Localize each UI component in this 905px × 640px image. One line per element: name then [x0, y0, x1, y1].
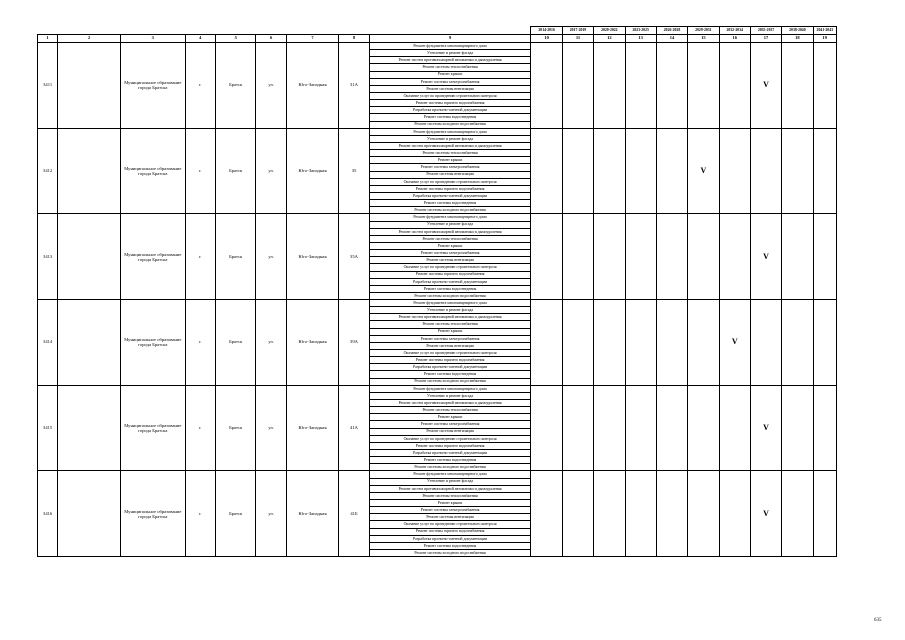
work-type-cell: Ремонт системы холодного водоснабжения [369, 464, 531, 471]
header-blank-cell [215, 27, 255, 35]
period-cell [719, 128, 750, 214]
column-number-cell: 9 [369, 35, 531, 43]
header-blank-cell [339, 27, 369, 35]
work-type-cell: Ремонт крыши [369, 242, 531, 249]
period-cell [656, 128, 687, 214]
period-cell [594, 385, 625, 471]
column-number-cell: 13 [625, 35, 656, 43]
row-settlement-type: г. [185, 471, 215, 557]
row-id: 3412 [38, 128, 58, 214]
work-type-cell: Ремонт системы горячего водоснабжения [369, 442, 531, 449]
row-house: 35А [339, 214, 369, 300]
work-type-cell: Ремонт систем противопожарной автоматики и дымоудаления [369, 142, 531, 149]
work-type-cell: Разработка проектно-сметной документации [369, 535, 531, 542]
work-type-cell: Ремонт систем противопожарной автоматики и дымоудаления [369, 400, 531, 407]
year-header-cell: 2032-2034 [719, 27, 750, 35]
period-cell [531, 214, 562, 300]
row-id: 3411 [38, 43, 58, 129]
work-type-cell: Ремонт системы вентиляции [369, 257, 531, 264]
period-cell [531, 128, 562, 214]
header-blank-cell [58, 27, 121, 35]
page-number: 635 [874, 618, 882, 623]
repair-period-mark: V [719, 300, 750, 386]
period-cell [688, 214, 719, 300]
period-cell [594, 471, 625, 557]
work-type-cell: Ремонт системы водоотведения [369, 457, 531, 464]
period-cell [719, 43, 750, 129]
header-blank-cell [369, 27, 531, 35]
row-house: 31А [339, 43, 369, 129]
year-header-cell: 2029-2031 [688, 27, 719, 35]
period-cell [562, 214, 593, 300]
period-cell [562, 385, 593, 471]
work-type-cell: Ремонт фундамента многоквартирного дома [369, 471, 531, 478]
row-street: Юго-Западная [286, 214, 339, 300]
work-type-cell: Ремонт системы электроснабжения [369, 78, 531, 85]
repair-period-mark: V [750, 471, 781, 557]
work-type-cell: Ремонт систем противопожарной автоматики и дымоудаления [369, 314, 531, 321]
work-type-cell: Ремонт системы вентиляции [369, 342, 531, 349]
work-type-cell: Ремонт систем противопожарной автоматики и дымоудаления [369, 485, 531, 492]
work-type-cell: Ремонт системы теплоснабжения [369, 150, 531, 157]
column-number-cell: 19 [813, 35, 836, 43]
row-blank-cell [58, 43, 121, 129]
row-street: Юго-Западная [286, 471, 339, 557]
header-blank-cell [120, 27, 185, 35]
row-organization: Муниципальное образование города Братска [120, 300, 185, 386]
column-number-cell: 3 [120, 35, 185, 43]
period-cell [813, 128, 836, 214]
year-header-cell: 2026-2028 [656, 27, 687, 35]
period-cell [782, 471, 813, 557]
period-cell [688, 43, 719, 129]
period-cell [782, 43, 813, 129]
row-street: Юго-Западная [286, 385, 339, 471]
period-cell [531, 300, 562, 386]
row-blank-cell [58, 471, 121, 557]
work-type-cell: Ремонт крыши [369, 71, 531, 78]
row-street-type: ул. [256, 471, 286, 557]
year-header-cell: 2038-2040 [782, 27, 813, 35]
row-street-type: ул. [256, 214, 286, 300]
row-street-type: ул. [256, 385, 286, 471]
row-id: 3415 [38, 385, 58, 471]
work-type-cell: Разработка проектно-сметной документации [369, 450, 531, 457]
column-number-cell: 2 [58, 35, 121, 43]
period-cell [562, 300, 593, 386]
period-cell [594, 128, 625, 214]
work-type-cell: Ремонт фундамента многоквартирного дома [369, 385, 531, 392]
column-number-cell: 14 [656, 35, 687, 43]
work-type-cell: Ремонт систем противопожарной автоматики и дымоудаления [369, 228, 531, 235]
period-cell [531, 43, 562, 129]
row-house: 35 [339, 128, 369, 214]
row-house: 41Б [339, 471, 369, 557]
row-street: Юго-Западная [286, 43, 339, 129]
work-type-cell: Ремонт системы электроснабжения [369, 507, 531, 514]
period-cell [719, 471, 750, 557]
repair-period-mark: V [688, 128, 719, 214]
period-cell [562, 43, 593, 129]
work-type-cell: Ремонт крыши [369, 328, 531, 335]
year-header-cell: 2020-2022 [594, 27, 625, 35]
repair-period-mark: V [750, 385, 781, 471]
row-organization: Муниципальное образование города Братска [120, 214, 185, 300]
row-blank-cell [58, 214, 121, 300]
period-cell [750, 128, 781, 214]
row-id: 3414 [38, 300, 58, 386]
work-type-cell: Ремонт систем противопожарной автоматики и дымоудаления [369, 57, 531, 64]
row-settlement-type: г. [185, 214, 215, 300]
work-type-cell: Ремонт системы электроснабжения [369, 250, 531, 257]
row-blank-cell [58, 128, 121, 214]
period-cell [688, 300, 719, 386]
period-cell [656, 471, 687, 557]
row-street-type: ул. [256, 43, 286, 129]
work-type-cell: Оказание услуг по проведению строительного контроля [369, 264, 531, 271]
work-type-cell: Ремонт системы теплоснабжения [369, 407, 531, 414]
work-type-cell: Оказание услуг по проведению строительного контроля [369, 178, 531, 185]
column-number-cell: 5 [215, 35, 255, 43]
period-cell [562, 471, 593, 557]
work-type-cell: Ремонт системы водоотведения [369, 542, 531, 549]
row-street: Юго-Западная [286, 128, 339, 214]
work-type-cell: Утепление и ремонт фасада [369, 221, 531, 228]
work-type-cell: Ремонт системы вентиляции [369, 85, 531, 92]
row-city: Братск [215, 385, 255, 471]
column-number-cell: 12 [594, 35, 625, 43]
row-street-type: ул. [256, 128, 286, 214]
work-type-cell: Оказание услуг по проведению строительного контроля [369, 435, 531, 442]
period-cell [656, 43, 687, 129]
work-type-cell: Ремонт системы теплоснабжения [369, 321, 531, 328]
period-cell [531, 385, 562, 471]
work-type-cell: Ремонт системы холодного водоснабжения [369, 207, 531, 214]
column-number-row [38, 35, 837, 43]
work-type-cell: Оказание услуг по проведению строительного контроля [369, 350, 531, 357]
period-cell [531, 471, 562, 557]
work-type-cell: Ремонт системы теплоснабжения [369, 235, 531, 242]
work-type-cell: Ремонт системы холодного водоснабжения [369, 549, 531, 556]
period-cell [782, 385, 813, 471]
table-row [38, 300, 837, 307]
period-cell [813, 300, 836, 386]
year-header-cell: 2023-2025 [625, 27, 656, 35]
period-cell [719, 214, 750, 300]
work-type-cell: Ремонт системы водоотведения [369, 200, 531, 207]
work-type-cell: Ремонт системы вентиляции [369, 428, 531, 435]
row-city: Братск [215, 214, 255, 300]
year-header-cell: 2041-2043 [813, 27, 836, 35]
period-cell [594, 43, 625, 129]
period-cell [782, 300, 813, 386]
header-blank-cell [286, 27, 339, 35]
column-number-cell: 4 [185, 35, 215, 43]
work-type-cell: Оказание услуг по проведению строительного контроля [369, 92, 531, 99]
work-type-cell: Разработка проектно-сметной документации [369, 107, 531, 114]
work-type-cell: Ремонт системы холодного водоснабжения [369, 121, 531, 128]
period-cell [813, 214, 836, 300]
work-type-cell: Ремонт системы горячего водоснабжения [369, 528, 531, 535]
work-type-cell: Ремонт системы теплоснабжения [369, 492, 531, 499]
column-number-cell: 7 [286, 35, 339, 43]
column-number-cell: 16 [719, 35, 750, 43]
period-cell [782, 128, 813, 214]
row-street-type: ул. [256, 300, 286, 386]
period-cell [656, 385, 687, 471]
work-type-cell: Ремонт фундамента многоквартирного дома [369, 300, 531, 307]
period-cell [656, 214, 687, 300]
column-number-cell: 1 [38, 35, 58, 43]
period-cell [625, 214, 656, 300]
row-settlement-type: г. [185, 128, 215, 214]
work-type-cell: Ремонт системы водоотведения [369, 371, 531, 378]
work-type-cell: Ремонт системы вентиляции [369, 171, 531, 178]
work-type-cell: Ремонт системы горячего водоснабжения [369, 357, 531, 364]
column-number-cell: 15 [688, 35, 719, 43]
work-type-cell: Ремонт системы электроснабжения [369, 164, 531, 171]
work-type-cell: Ремонт системы холодного водоснабжения [369, 292, 531, 299]
work-type-cell: Ремонт крыши [369, 157, 531, 164]
row-blank-cell [58, 385, 121, 471]
year-header-row [38, 27, 837, 35]
row-city: Братск [215, 300, 255, 386]
period-cell [719, 385, 750, 471]
table-row [38, 128, 837, 135]
work-type-cell: Ремонт крыши [369, 500, 531, 507]
work-type-cell: Оказание услуг по проведению строительного контроля [369, 521, 531, 528]
period-cell [813, 43, 836, 129]
row-organization: Муниципальное образование города Братска [120, 385, 185, 471]
period-cell [813, 385, 836, 471]
work-type-cell: Утепление и ремонт фасада [369, 392, 531, 399]
work-type-cell: Разработка проектно-сметной документации [369, 278, 531, 285]
row-settlement-type: г. [185, 385, 215, 471]
work-type-cell: Утепление и ремонт фасада [369, 307, 531, 314]
row-organization: Муниципальное образование города Братска [120, 43, 185, 129]
period-cell [813, 471, 836, 557]
period-cell [625, 300, 656, 386]
period-cell [656, 300, 687, 386]
row-organization: Муниципальное образование города Братска [120, 128, 185, 214]
row-house: 39А [339, 300, 369, 386]
period-cell [562, 128, 593, 214]
column-number-cell: 8 [339, 35, 369, 43]
header-blank-cell [256, 27, 286, 35]
work-type-cell: Ремонт системы электроснабжения [369, 421, 531, 428]
column-number-cell: 10 [531, 35, 562, 43]
column-number-cell: 6 [256, 35, 286, 43]
work-type-cell: Ремонт системы холодного водоснабжения [369, 378, 531, 385]
period-cell [750, 300, 781, 386]
year-header-cell: 2017-2019 [562, 27, 593, 35]
capital-repair-plan-table [37, 26, 837, 557]
work-type-cell: Ремонт системы электроснабжения [369, 335, 531, 342]
table-row [38, 385, 837, 392]
work-type-cell: Разработка проектно-сметной документации [369, 364, 531, 371]
work-type-cell: Утепление и ремонт фасада [369, 50, 531, 57]
year-header-cell: 2035-2037 [750, 27, 781, 35]
row-city: Братск [215, 128, 255, 214]
header-blank-cell [185, 27, 215, 35]
work-type-cell: Утепление и ремонт фасада [369, 135, 531, 142]
period-cell [594, 214, 625, 300]
row-settlement-type: г. [185, 300, 215, 386]
column-number-cell: 18 [782, 35, 813, 43]
row-city: Братск [215, 471, 255, 557]
period-cell [594, 300, 625, 386]
period-cell [688, 471, 719, 557]
period-cell [688, 385, 719, 471]
repair-period-mark: V [750, 214, 781, 300]
period-cell [625, 385, 656, 471]
work-type-cell: Ремонт системы водоотведения [369, 114, 531, 121]
work-type-cell: Разработка проектно-сметной документации [369, 192, 531, 199]
column-number-cell: 11 [562, 35, 593, 43]
row-organization: Муниципальное образование города Братска [120, 471, 185, 557]
row-street: Юго-Западная [286, 300, 339, 386]
header-blank-cell [38, 27, 58, 35]
work-type-cell: Утепление и ремонт фасада [369, 478, 531, 485]
work-type-cell: Ремонт системы горячего водоснабжения [369, 100, 531, 107]
row-id: 3416 [38, 471, 58, 557]
period-cell [625, 43, 656, 129]
work-type-cell: Ремонт крыши [369, 414, 531, 421]
row-settlement-type: г. [185, 43, 215, 129]
period-cell [625, 471, 656, 557]
table-row [38, 214, 837, 221]
table-body [38, 27, 837, 557]
work-type-cell: Ремонт системы горячего водоснабжения [369, 185, 531, 192]
row-id: 3413 [38, 214, 58, 300]
table-row [38, 43, 837, 50]
row-house: 41А [339, 385, 369, 471]
column-number-cell: 17 [750, 35, 781, 43]
work-type-cell: Ремонт системы вентиляции [369, 514, 531, 521]
row-blank-cell [58, 300, 121, 386]
period-cell [625, 128, 656, 214]
repair-period-mark: V [750, 43, 781, 129]
period-cell [782, 214, 813, 300]
work-type-cell: Ремонт фундамента многоквартирного дома [369, 43, 531, 50]
work-type-cell: Ремонт системы водоотведения [369, 285, 531, 292]
work-type-cell: Ремонт фундамента многоквартирного дома [369, 128, 531, 135]
table-row [38, 471, 837, 478]
work-type-cell: Ремонт системы теплоснабжения [369, 64, 531, 71]
row-city: Братск [215, 43, 255, 129]
work-type-cell: Ремонт фундамента многоквартирного дома [369, 214, 531, 221]
year-header-cell: 2014-2016 [531, 27, 562, 35]
work-type-cell: Ремонт системы горячего водоснабжения [369, 271, 531, 278]
